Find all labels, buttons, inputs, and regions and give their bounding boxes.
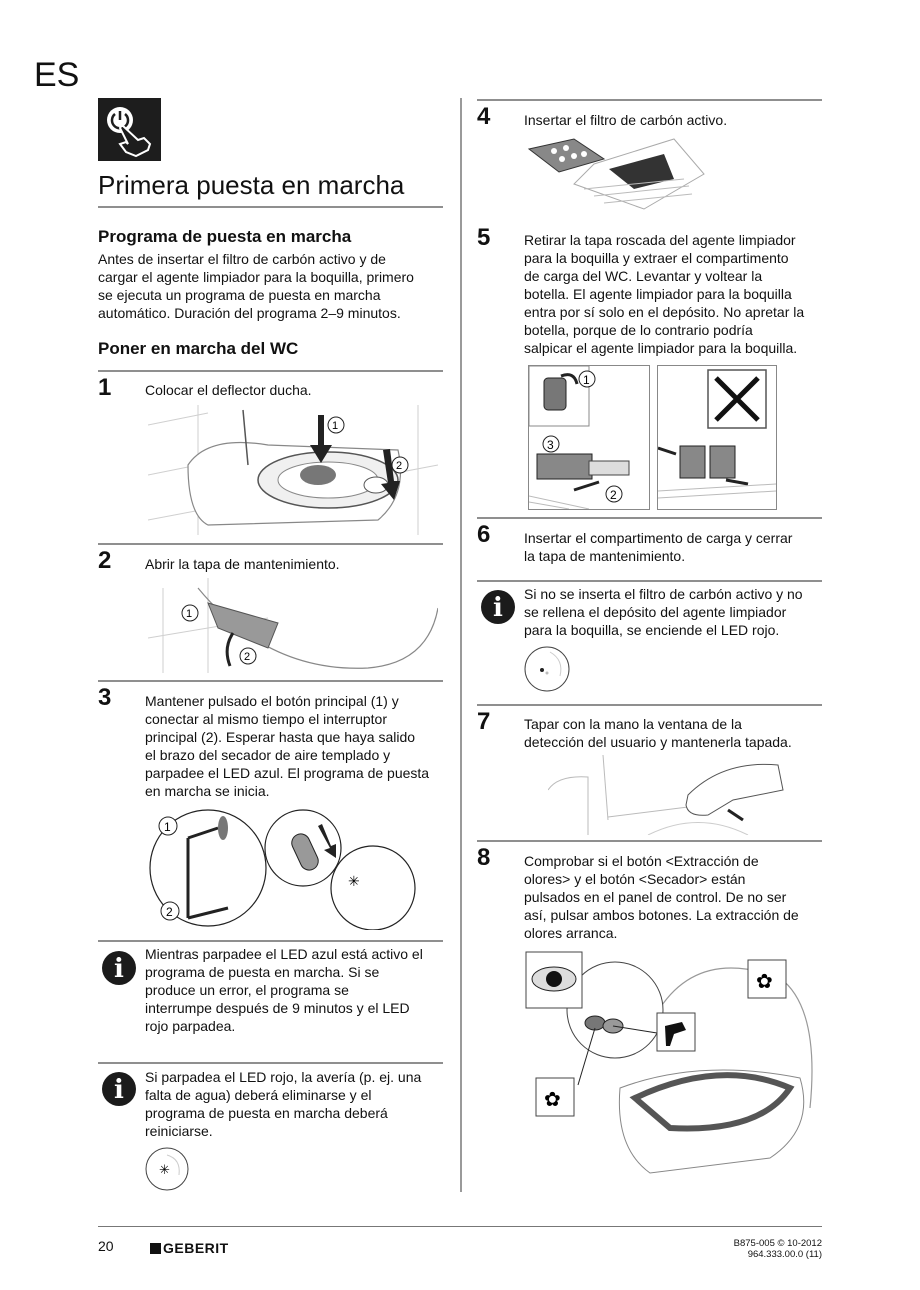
step-line: conectar al mismo tiempo el interruptor — [145, 711, 387, 727]
step-line: el brazo del secador de aire templado y — [145, 747, 391, 763]
step-rule — [98, 543, 443, 545]
step-line: Retirar la tapa roscada del agente limpiador — [524, 232, 796, 248]
body-line: Antes de insertar el filtro de carbón activo y de — [98, 251, 386, 267]
step-number-8: 8 — [477, 844, 491, 871]
step-number-3: 3 — [98, 684, 112, 711]
note-line: falta de agua) deberá eliminarse y el — [145, 1087, 372, 1103]
step-number-4: 4 — [477, 103, 491, 130]
note-line: Si parpadea el LED rojo, la avería (p. ej. una — [145, 1069, 422, 1085]
section-body-startup-program — [98, 250, 448, 322]
step-number-5: 5 — [477, 224, 491, 251]
step-text-5 — [524, 231, 824, 357]
step-line: detección del usuario y mantenerla tapada. — [524, 734, 792, 750]
footer-rule — [98, 1226, 822, 1227]
note-red-led-filter — [524, 585, 824, 639]
illustration-shower-deflector — [148, 405, 438, 535]
step-rule — [477, 517, 822, 519]
step-line: Tapar con la mano la ventana de la — [524, 716, 742, 732]
step-rule — [98, 370, 443, 372]
step-text-3 — [145, 692, 445, 800]
step-line: salpicar el agente limpiador para la boquilla. — [524, 340, 798, 356]
svg-text:1: 1 — [583, 373, 590, 387]
step-rule — [98, 680, 443, 682]
reference-line: 964.333.00.0 (11) — [747, 1249, 822, 1260]
step-number-2: 2 — [98, 547, 112, 574]
note-line: Si no se inserta el filtro de carbón activo y no — [524, 586, 803, 602]
step-line: para la boquilla y extraer el compartimento — [524, 250, 789, 266]
svg-text:✳: ✳ — [159, 1162, 170, 1177]
svg-text:✳: ✳ — [348, 873, 360, 889]
illustration-cover-sensor — [548, 755, 808, 835]
info-icon: i — [102, 951, 136, 985]
illustration-main-button-switch — [148, 808, 418, 930]
section-heading-start-wc: Poner en marcha del WC — [98, 339, 299, 358]
svg-text:✿: ✿ — [756, 971, 773, 993]
red-led-blinking-icon — [145, 1147, 189, 1191]
body-line: cargar el agente limpiador para la boquilla, primero — [98, 269, 414, 285]
note-red-led — [145, 1068, 445, 1140]
brand-name: GEBERIT — [163, 1240, 229, 1256]
step-line: botella. El agente limpiador para la boquilla — [524, 286, 792, 302]
step-line: entra por sí solo en el depósito. No apretar la — [524, 304, 805, 320]
note-rule — [98, 1062, 443, 1064]
step-text-1: Colocar el deflector ducha. — [145, 382, 312, 398]
step-text-4: Insertar el filtro de carbón activo. — [524, 112, 728, 128]
note-rule — [477, 580, 822, 582]
note-line: Mientras parpadee el LED azul está activo el — [145, 946, 423, 962]
step-line: Comprobar si el botón <Extracción de — [524, 853, 759, 869]
info-icon: i — [102, 1072, 136, 1106]
info-icon: i — [481, 590, 515, 624]
step-line: parpadee el LED azul. El programa de puesta — [145, 765, 430, 781]
note-line: programa de puesta en marcha deberá — [145, 1105, 388, 1121]
svg-text:2: 2 — [166, 905, 173, 919]
note-line: programa de puesta en marcha. Si se — [145, 964, 380, 980]
step-text-6 — [524, 529, 824, 565]
step-text-7 — [524, 715, 824, 751]
step-line: olores> y el botón <Secador> están — [524, 871, 746, 887]
note-line: se rellena el depósito del agente limpiador — [524, 604, 787, 620]
svg-text:2: 2 — [396, 460, 403, 472]
illustration-maintenance-cover — [148, 578, 438, 673]
document-reference — [734, 1238, 822, 1260]
body-line: automático. Duración del programa 2–9 minutos. — [98, 305, 401, 321]
step-rule — [477, 704, 822, 706]
illustration-remove-cap — [528, 365, 650, 510]
step-line: Mantener pulsado el botón principal (1) y — [145, 693, 399, 709]
step-line: olores arranca. — [524, 925, 618, 941]
language-tag: ES — [34, 56, 80, 94]
illustration-control-panel-buttons — [520, 948, 820, 1178]
reference-line: B875-005 © 10-2012 — [733, 1238, 822, 1249]
note-line: interrumpe después de 9 minutos y el LED — [145, 1000, 410, 1016]
svg-text:1: 1 — [186, 608, 193, 620]
step-text-2: Abrir la tapa de mantenimiento. — [145, 556, 340, 572]
geberit-logo — [150, 1240, 229, 1256]
note-rule — [98, 940, 443, 942]
illustration-do-not-squeeze — [657, 365, 777, 510]
step-number-7: 7 — [477, 708, 491, 735]
svg-text:1: 1 — [332, 420, 339, 432]
step-line: así, pulsar ambos botones. La extracción de — [524, 907, 799, 923]
svg-text:✿: ✿ — [544, 1089, 561, 1111]
step-line: de carga del WC. Levantar y voltear la — [524, 268, 763, 284]
step-text-8 — [524, 852, 824, 942]
note-line: reiniciarse. — [145, 1123, 213, 1139]
step-line: principal (2). Esperar hasta que haya salido — [145, 729, 416, 745]
note-line: produce un error, el programa se — [145, 982, 349, 998]
step-rule — [477, 840, 822, 842]
svg-text:2: 2 — [610, 488, 617, 502]
step-line: en marcha se inicia. — [145, 783, 270, 799]
svg-text:2: 2 — [244, 651, 251, 663]
step-line: la tapa de mantenimiento. — [524, 548, 686, 564]
section-heading-startup-program: Programa de puesta en marcha — [98, 227, 352, 246]
step-line: botella, porque de lo contrario podría — [524, 322, 753, 338]
step-number-6: 6 — [477, 521, 491, 548]
column-divider — [460, 98, 462, 1192]
svg-text:1: 1 — [164, 820, 171, 834]
power-button-press-icon — [98, 98, 161, 161]
note-line: rojo parpadea. — [145, 1018, 236, 1034]
svg-text:3: 3 — [547, 438, 554, 452]
note-line: para la boquilla, se enciende el LED rojo. — [524, 622, 780, 638]
page-title: Primera puesta en marcha — [98, 170, 405, 200]
illustration-carbon-filter — [524, 134, 724, 214]
step-rule — [477, 99, 822, 101]
page-number: 20 — [98, 1238, 114, 1254]
logo-square-icon — [150, 1243, 161, 1254]
note-blue-led — [145, 945, 445, 1035]
step-line: Insertar el compartimento de carga y cerrar — [524, 530, 793, 546]
step-number-1: 1 — [98, 374, 112, 401]
step-line: pulsados en el panel de control. De no ser — [524, 889, 787, 905]
red-led-on-icon — [524, 646, 570, 692]
title-rule — [98, 206, 443, 208]
body-line: se ejecuta un programa de puesta en marcha — [98, 287, 381, 303]
